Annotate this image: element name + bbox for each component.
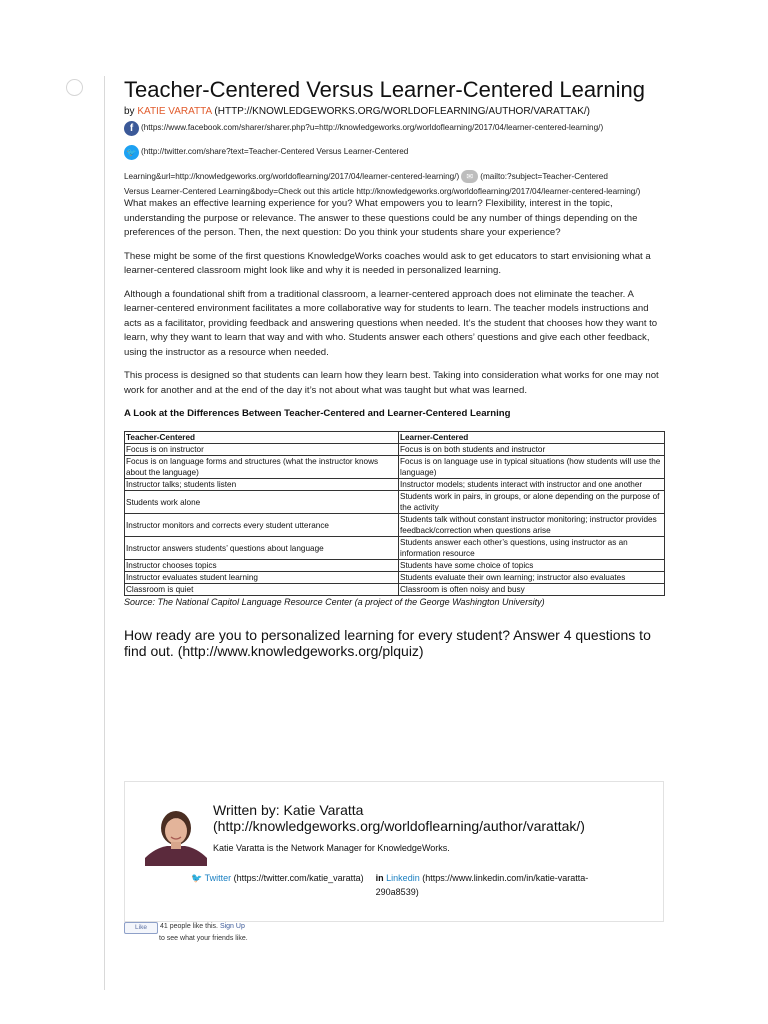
table-row (125, 560, 665, 572)
author-twitter-url[interactable]: (https://twitter.com/katie_varatta) (233, 873, 364, 883)
table-cell: Focus is on both students and instructor (399, 444, 665, 456)
page-title: Teacher-Centered Versus Learner-Centered Learning (124, 77, 645, 102)
table-cell: Students work alone (125, 491, 399, 514)
table-cell: Focus is on language use in typical situations (how students will use the language) (399, 456, 665, 479)
facebook-share-link[interactable]: (https://www.facebook.com/sharer/sharer.php?u=http://knowledgeworks.org/worldoflearning/2017/04/learner-centered-learning/) (141, 123, 604, 132)
twitter-share-line2[interactable]: Learning&url=http://knowledgeworks.org/worldoflearning/2017/04/learner-centered-learning/) (124, 172, 460, 181)
table-row (125, 537, 665, 560)
author-linkedin-url[interactable]: (https://www.linkedin.com/in/katie-varatta-290a8539) (375, 873, 589, 897)
like-subtext: to see what your friends like. (159, 935, 248, 942)
table-title: A Look at the Differences Between Teacher-Centered and Learner-Centered Learning (124, 408, 511, 420)
table-cell: Instructor answers students’ questions about language (125, 537, 399, 560)
header-learner-centered: Learner-Centered (399, 432, 665, 444)
table-cell: Focus is on instructor (125, 444, 399, 456)
table-row (125, 444, 665, 456)
author-social (191, 871, 651, 899)
mail-share-line2[interactable]: Versus Learner-Centered Learning&body=Check out this article http://knowledgeworks.org/worldoflearning/2017/04/learner-centered-learning/) (124, 187, 641, 197)
byline-prefix: by (124, 106, 138, 117)
email-icon[interactable]: ✉ (461, 170, 478, 183)
table-cell: Classroom is quiet (125, 584, 399, 596)
table-row (125, 479, 665, 491)
author-box (124, 781, 664, 922)
table-cell: Students have some choice of topics (399, 560, 665, 572)
table-source: Source: The National Capitol Language Resource Center (a project of the George Washington University) (124, 597, 545, 608)
table-row (125, 456, 665, 479)
paragraph-4: This process is designed so that students can learn how they learn best. Taking into consideration what works for one may not work for another and at the end of the day it’s not about what was taught but what was learned. (124, 370, 659, 396)
table-cell: Focus is on language forms and structures (what the instructor knows about the language) (125, 456, 399, 479)
table-cell: Students evaluate their own learning; instructor also evaluates (399, 572, 665, 584)
table-row (125, 514, 665, 537)
mail-share-line1[interactable]: (mailto:?subject=Teacher-Centered (480, 172, 608, 181)
paragraph-1: What makes an effective learning experience for you? What empowers you to learn? Flexibility, interest in the topic, understanding the purpose or relevance. The answer to these questions could be any number of things depending on the preferences of the person. Then, the next question: Do you think your students share your experience? (124, 198, 638, 239)
written-by: Written by: Katie Varatta (213, 802, 364, 818)
table-cell: Students talk without constant instructor monitoring; instructor provides feedback/correction when questions arise (399, 514, 665, 537)
share-links (124, 120, 665, 197)
table-cell: Instructor evaluates student learning (125, 572, 399, 584)
twitter-icon[interactable]: 🐦 (124, 145, 139, 160)
table-cell: Instructor talks; students listen (125, 479, 399, 491)
article (124, 78, 665, 659)
author-twitter-link[interactable]: Twitter (204, 873, 232, 883)
quiz-cta-link[interactable]: How ready are you to personalized learning for every student? Answer 4 questions to find out. (http://www.knowledgeworks.org/plquiz) (124, 627, 651, 660)
byline (124, 105, 665, 118)
author-linkedin-link[interactable]: Linkedin (386, 873, 420, 883)
table-cell: Students answer each other’s questions, using instructor as an information resource (399, 537, 665, 560)
linkedin-icon: in (375, 873, 384, 883)
table-row (125, 584, 665, 596)
paragraph-3: Although a foundational shift from a traditional classroom, a learner-centered approach does not eliminate the teacher. A learner-centered environment facilitates a more collaborative way for students to learn. The teacher models instructions and acts as a facilitator, providing feedback and answering questions when needed. It’s the student that chooses how they want to learn, why they want to learn that way and with who. Students answer each others’ questions and give each other feedback, using the instructor as a resource when needed. (124, 288, 658, 358)
paragraph-2: These might be some of the first questions KnowledgeWorks coaches would ask to get educators to start envisioning what a learner-centered classroom might look like and why it is needed in personalized learning. (124, 250, 651, 277)
circle-icon[interactable] (66, 79, 83, 96)
left-divider (104, 76, 105, 990)
author-link[interactable]: KATIE VARATTA (137, 106, 212, 117)
table-cell: Students work in pairs, in groups, or alone depending on the purpose of the activity (399, 491, 665, 514)
header-teacher-centered: Teacher-Centered (125, 432, 399, 444)
signup-link[interactable]: Sign Up (219, 923, 245, 930)
author-box-title (213, 802, 585, 834)
like-button[interactable]: Like (124, 922, 158, 934)
table-cell: Classroom is often noisy and busy (399, 584, 665, 596)
table-row (125, 572, 665, 584)
author-url[interactable]: (HTTP://KNOWLEDGEWORKS.ORG/WORLDOFLEARNING/AUTHOR/VARATTAK/) (214, 106, 590, 117)
twitter-bird-icon: 🐦 (191, 873, 203, 883)
facebook-like-widget (124, 922, 248, 943)
table-cell: Instructor models; students interact with instructor and one another (399, 479, 665, 491)
facebook-icon[interactable]: f (124, 121, 139, 136)
author-bio: Katie Varatta is the Network Manager for KnowledgeWorks. (213, 843, 450, 853)
comparison-table (124, 431, 665, 596)
avatar (145, 806, 207, 866)
twitter-share-line1[interactable]: (http://twitter.com/share?text=Teacher-Centered Versus Learner-Centered (141, 147, 409, 156)
table-row (125, 491, 665, 514)
table-cell: Instructor monitors and corrects every student utterance (125, 514, 399, 537)
author-profile-link[interactable]: (http://knowledgeworks.org/worldoflearning/author/varattak/) (213, 818, 585, 834)
like-count: 41 people like this. (160, 923, 218, 930)
table-cell: Instructor chooses topics (125, 560, 399, 572)
table-header-row (125, 432, 665, 444)
